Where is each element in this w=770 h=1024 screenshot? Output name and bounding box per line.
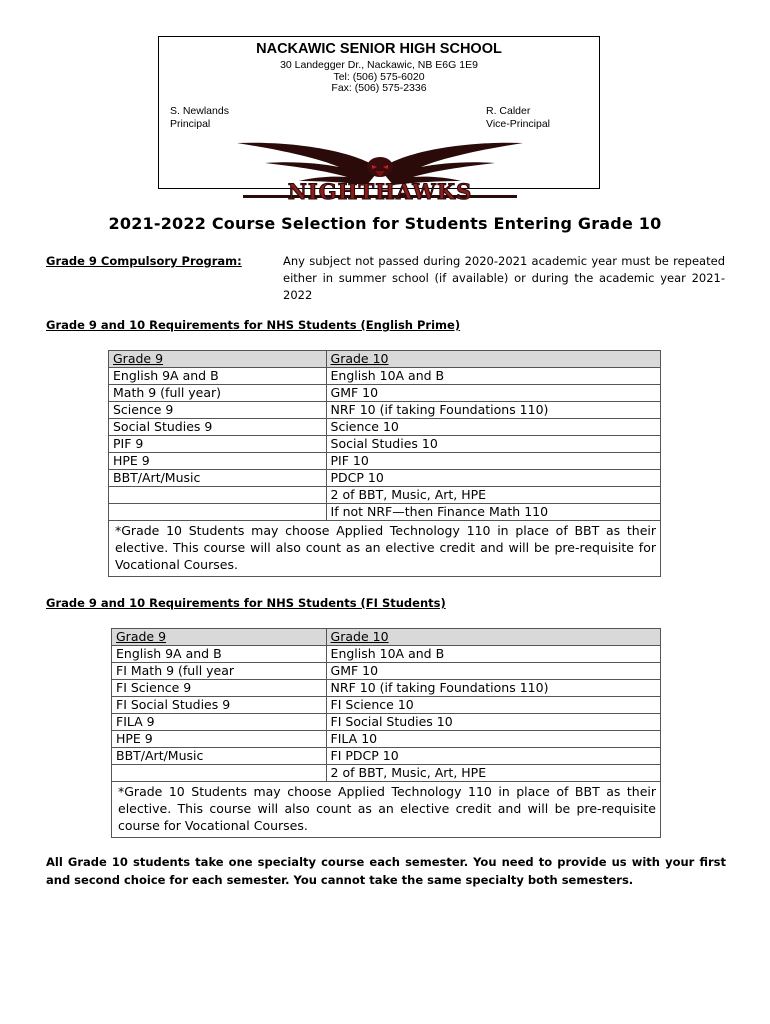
table-row (109, 487, 661, 504)
grade9-cell: HPE 9 (112, 731, 327, 748)
grade9-cell: Math 9 (full year) (109, 385, 327, 402)
principal-title: Principal (170, 117, 211, 130)
compulsory-label: Grade 9 Compulsory Program: (46, 254, 242, 268)
principal-block (170, 105, 229, 130)
table-row (112, 748, 661, 765)
table-note-row (112, 782, 661, 838)
table-note-row (109, 521, 661, 577)
grade9-cell: HPE 9 (109, 453, 327, 470)
table-row (112, 646, 661, 663)
svg-text:NIGHTHAWKS: NIGHTHAWKS (287, 179, 473, 204)
grade9-cell: FI Science 9 (112, 680, 327, 697)
table-header-row (112, 629, 661, 646)
grade10-header: Grade 10 (326, 629, 660, 646)
table-row (109, 419, 661, 436)
grade9-cell: English 9A and B (109, 368, 327, 385)
specialty-note: All Grade 10 students take one specialty course each semester. You need to provide us with your first and second choice for each semester. You cannot take the same specialty both semesters. (46, 855, 726, 887)
grade10-cell: GMF 10 (326, 385, 660, 402)
grade10-cell: NRF 10 (if taking Foundations 110) (326, 680, 660, 697)
table-row (109, 470, 661, 487)
vice-principal-name: R. Calder (486, 105, 531, 117)
grade9-cell: FILA 9 (112, 714, 327, 731)
grade9-cell: FI Social Studies 9 (112, 697, 327, 714)
table-row (112, 731, 661, 748)
grade10-cell: GMF 10 (326, 663, 660, 680)
grade10-cell: English 10A and B (326, 646, 660, 663)
grade10-cell: English 10A and B (326, 368, 660, 385)
table-row (109, 453, 661, 470)
grade9-cell: FI Math 9 (full year (112, 663, 327, 680)
grade10-header: Grade 10 (326, 351, 660, 368)
grade10-cell: PDCP 10 (326, 470, 660, 487)
grade9-cell (112, 765, 327, 782)
nighthawks-logo (235, 137, 525, 209)
fi-heading: Grade 9 and 10 Requirements for NHS Students (FI Students) (46, 596, 446, 610)
english-prime-heading: Grade 9 and 10 Requirements for NHS Students (English Prime) (46, 318, 461, 332)
table-row (109, 368, 661, 385)
grade9-cell: PIF 9 (109, 436, 327, 453)
grade10-cell: 2 of BBT, Music, Art, HPE (326, 487, 660, 504)
vice-principal-title: Vice-Principal (486, 117, 550, 130)
table-row (109, 385, 661, 402)
school-fax: Fax: (506) 575-2336 (331, 82, 427, 94)
grade9-header: Grade 9 (112, 629, 327, 646)
elective-note: *Grade 10 Students may choose Applied Technology 110 in place of BBT as their elective. This course will also count as an elective credit and will be pre-requisite for Vocational Courses. (109, 521, 661, 577)
school-phone: Tel: (506) 575-6020 (333, 71, 425, 83)
grade9-cell: BBT/Art/Music (112, 748, 327, 765)
english-prime-table (108, 350, 661, 577)
table-row (112, 714, 661, 731)
fi-table (111, 628, 661, 838)
grade10-cell: FILA 10 (326, 731, 660, 748)
table-row (109, 436, 661, 453)
vice-principal-block (486, 105, 550, 130)
table-row (112, 765, 661, 782)
table-row (109, 402, 661, 419)
grade9-cell: English 9A and B (112, 646, 327, 663)
principal-name: S. Newlands (170, 105, 229, 117)
compulsory-text: Any subject not passed during 2020-2021 academic year must be repeated either in summer school (if available) or during the academic year 2021-2022 (283, 254, 725, 302)
grade9-cell (109, 487, 327, 504)
grade10-cell: PIF 10 (326, 453, 660, 470)
grade9-cell: Science 9 (109, 402, 327, 419)
grade10-cell: NRF 10 (if taking Foundations 110) (326, 402, 660, 419)
grade10-cell: 2 of BBT, Music, Art, HPE (326, 765, 660, 782)
grade10-cell: FI Science 10 (326, 697, 660, 714)
school-header (158, 36, 600, 204)
table-header-row (109, 351, 661, 368)
grade10-cell: If not NRF—then Finance Math 110 (326, 504, 660, 521)
grade10-cell: Social Studies 10 (326, 436, 660, 453)
grade10-cell: Science 10 (326, 419, 660, 436)
school-address: 30 Landegger Dr., Nackawic, NB E6G 1E9 (280, 59, 478, 71)
grade9-header: Grade 9 (109, 351, 327, 368)
grade9-cell: Social Studies 9 (109, 419, 327, 436)
grade9-cell (109, 504, 327, 521)
grade9-cell: BBT/Art/Music (109, 470, 327, 487)
table-row (112, 663, 661, 680)
table-row (109, 504, 661, 521)
table-row (112, 697, 661, 714)
grade10-cell: FI PDCP 10 (326, 748, 660, 765)
page-title: 2021-2022 Course Selection for Students Entering Grade 10 (108, 214, 662, 233)
elective-note: *Grade 10 Students may choose Applied Technology 110 in place of BBT as their elective. This course will also count as an elective credit and will be pre-requisite course for Vocational Courses. (112, 782, 661, 838)
table-row (112, 680, 661, 697)
school-name: NACKAWIC SENIOR HIGH SCHOOL (256, 41, 502, 57)
grade10-cell: FI Social Studies 10 (326, 714, 660, 731)
